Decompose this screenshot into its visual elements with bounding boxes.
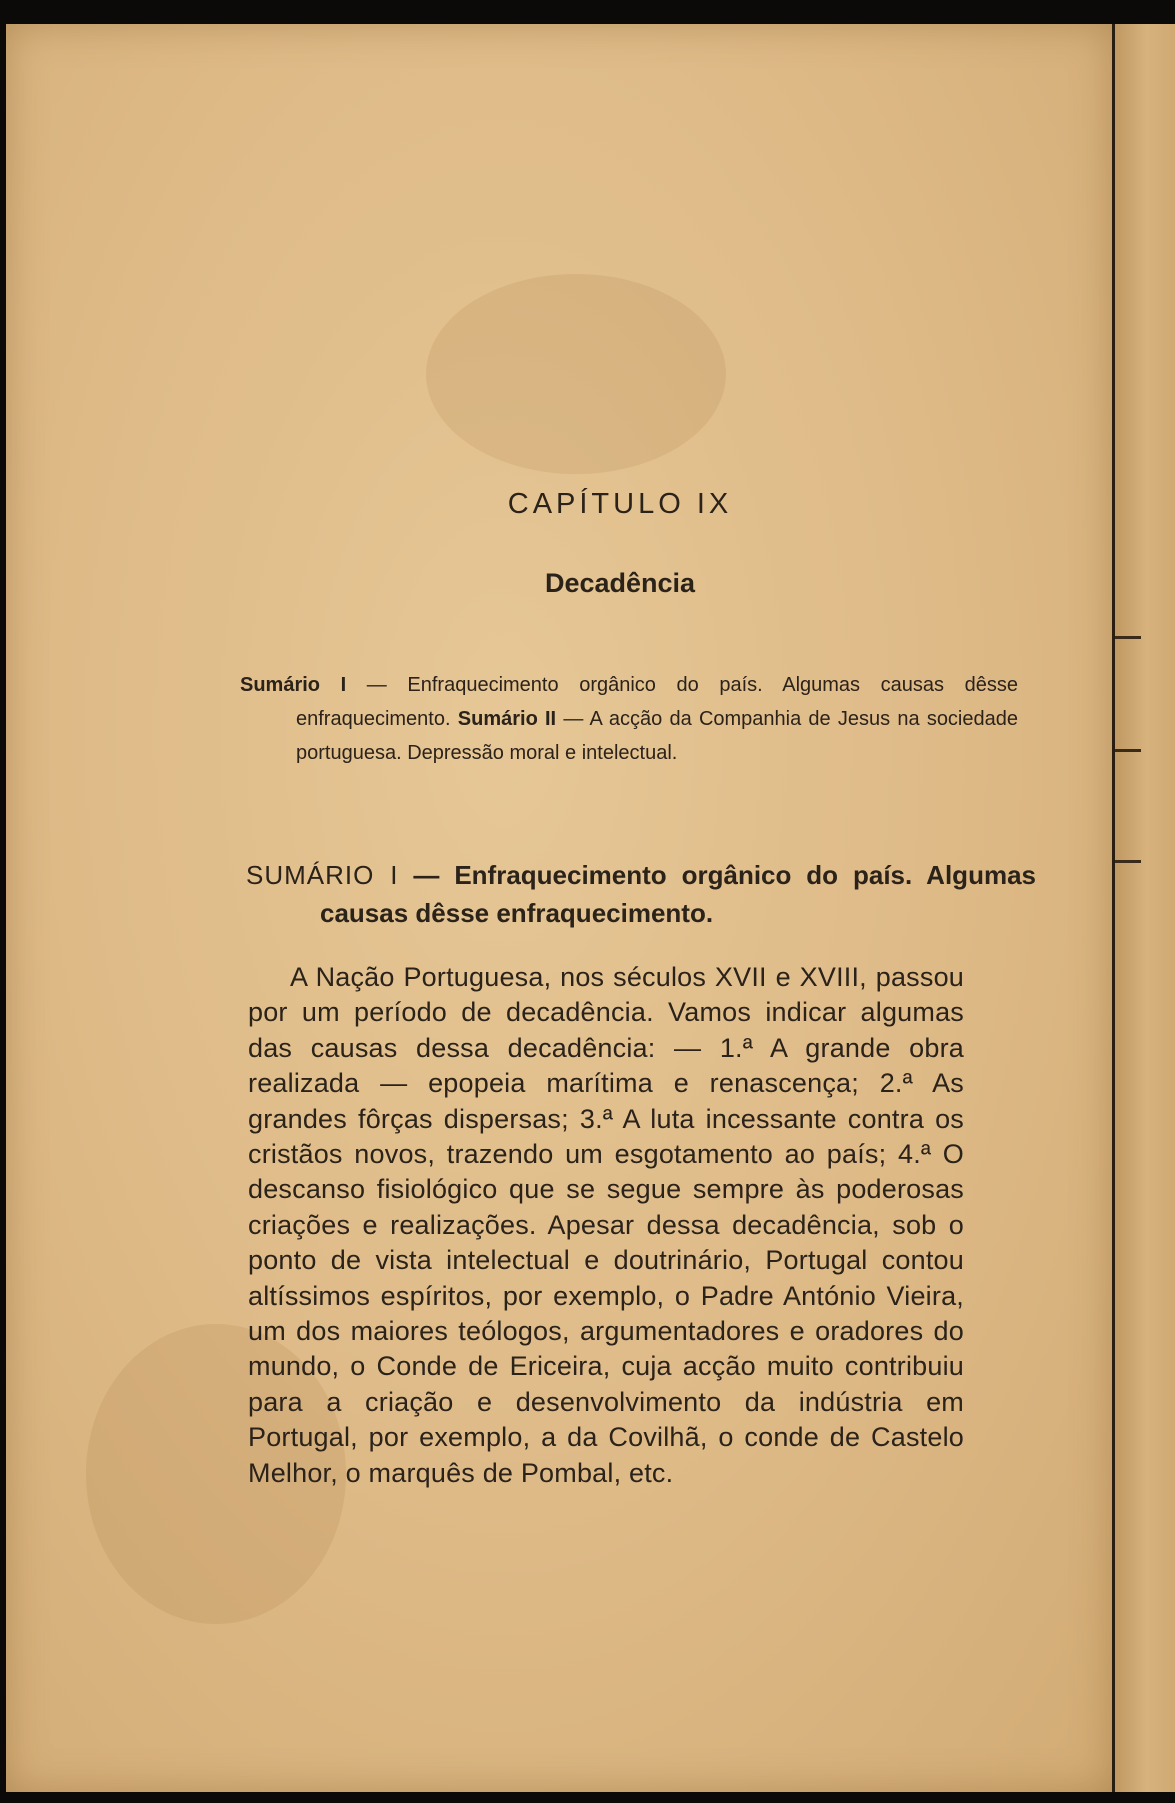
section-heading-label: SUMÁRIO I [246,860,399,890]
chapter-summary [240,668,1018,770]
summary-second-text: — A acção da Companhia de Jesus na sociedade portuguesa. Depressão moral e intelectual. [296,708,1018,764]
summary-lead-label: Sumário I [240,674,347,696]
paper-stain [426,274,726,474]
body-paragraph: A Nação Portuguesa, nos séculos XVII e XVIII, passou por um período de decadência. Vamos indicar algumas das causas dessa decadência: — 1.ª A grande obra realizada — epopeia marítima e renascença; 2.ª As grandes fôrças dispersas; 3.ª A luta incessante contra os cristãos novos, trazendo um esgotamento ao país; 4.ª O descanso fisiológico que se segue sempre às poderosas criações e realizações. Apesar dessa decadência, sob o ponto de vista intelectual e doutrinário, Portugal contou altíssimos espíritos, por exemplo, o Padre António Vieira, um dos maiores teólogos, argumentadores e oradores do mundo, o Conde de Ericeira, cuja acção muito contribuiu para a criação e desenvolvimento da indústria em Portugal, por exemplo, a da Covilhã, o conde de Castelo Melhor, o marquês de Pombal, etc. [248,962,964,1488]
page-edge-mark [1115,636,1141,639]
page-edge-mark [1115,749,1141,752]
section-heading [246,856,1036,932]
chapter-title: Decadência [544,568,696,598]
page-edge-mark [1115,860,1141,863]
chapter-label: CAPÍTULO IX [507,488,733,520]
section-heading-title: — Enfraquecimento orgânico do país. Algumas causas dêsse enfraquecimento. [320,860,1036,928]
summary-second-label: Sumário II [457,708,557,730]
summary-lead-text: — Enfraquecimento orgânico do país. Algumas causas dêsse enfraquecimento. [296,674,1018,730]
adjacent-page-edge [1112,24,1175,1792]
